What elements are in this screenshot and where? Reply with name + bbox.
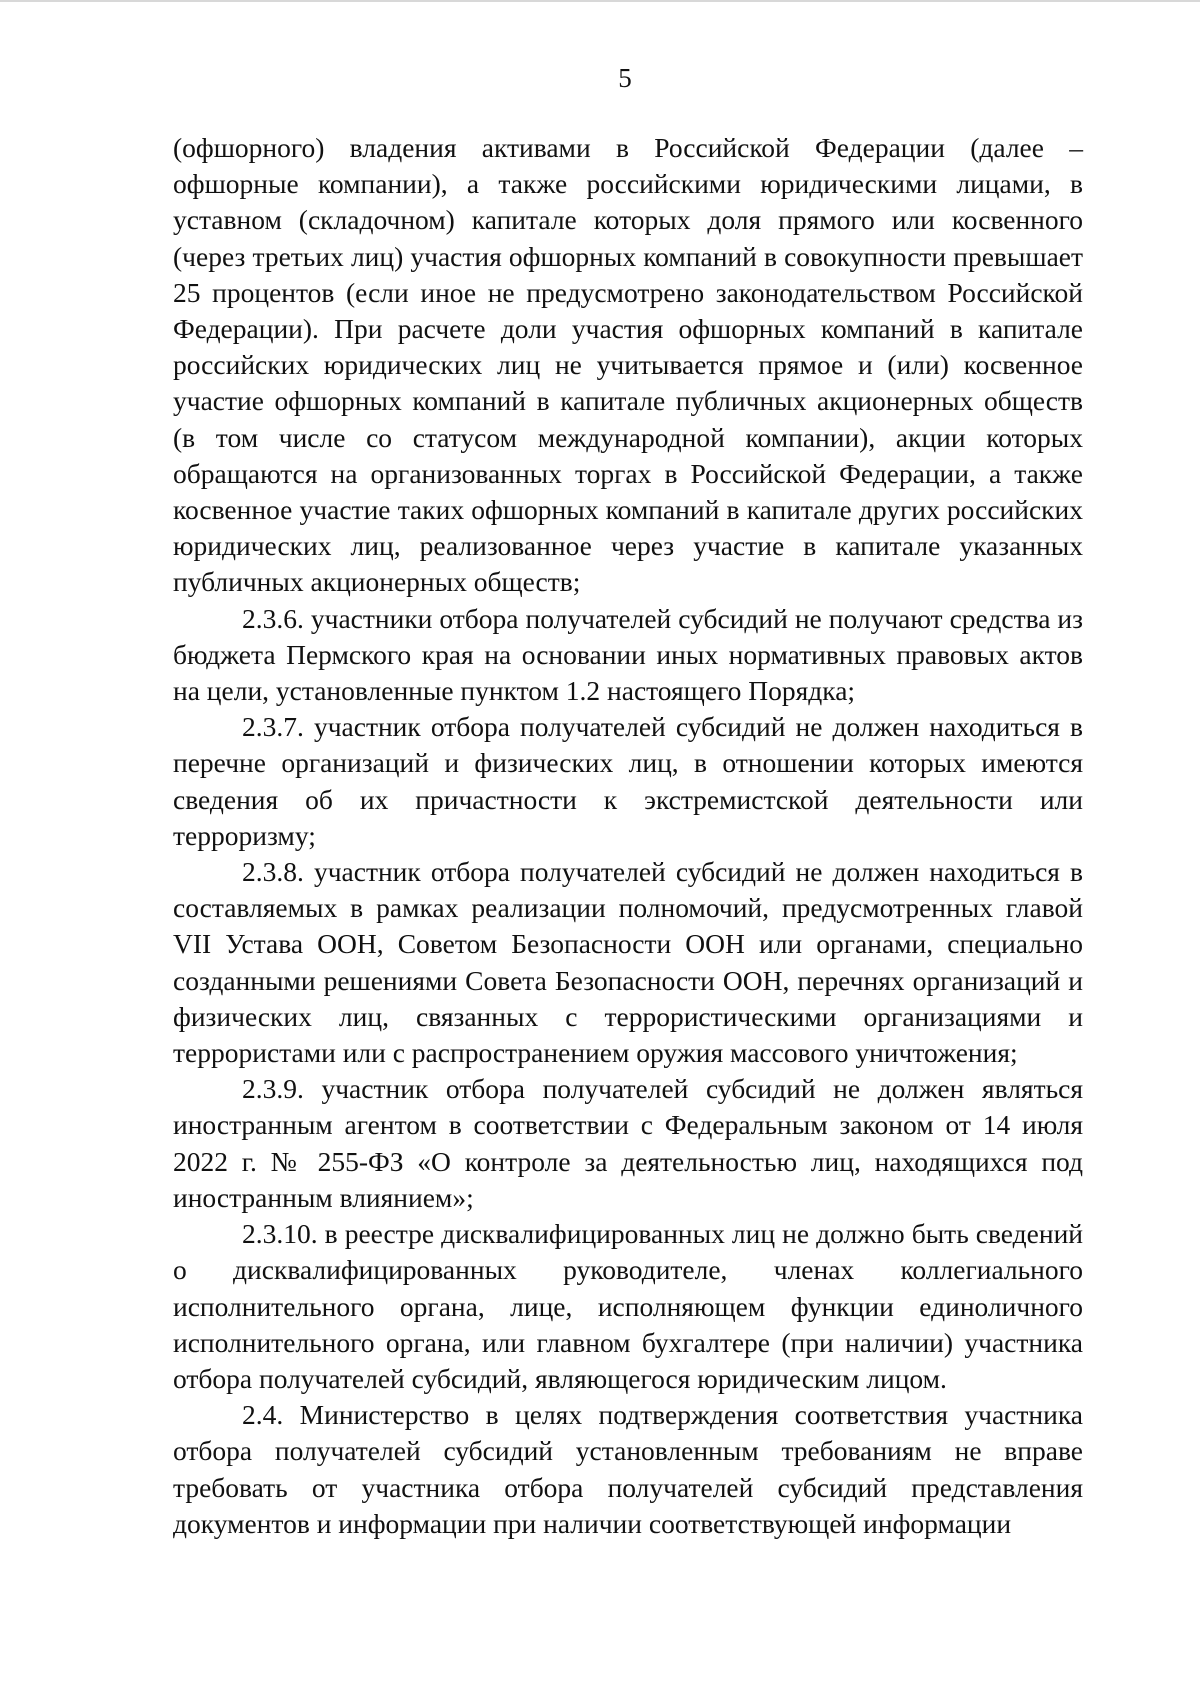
paragraph-continuation: (офшорного) владения активами в Российской Федерации (далее – офшорные компании), а также российскими юридическими лицами, в уставном (складочном) капитале которых доля прямого или косвенного (через третьих лиц) участия офшорных компаний в совокупности превышает 25 процентов (если иное не предусмотрено законодательством Российской Федерации). При расчете доли участия офшорных компаний в капитале российских юридических лиц не учитывается прямое и (или) косвенное участие офшорных компаний в капитале публичных акционерных обществ (в том числе со статусом международной компании), акции которых обращаются на организованных торгах в Российской Федерации, а также косвенное участие таких офшорных компаний в капитале других российских юридических лиц, реализованное через участие в капитале указанных публичных акционерных обществ; bbox=[173, 132, 1083, 598]
paragraph-2-3-6: 2.3.6. участники отбора получателей субсидий не получают средства из бюджета Пермского края на основании иных нормативных правовых актов на цели, установленные пунктом 1.2 настоящего Порядка; bbox=[173, 602, 1083, 707]
scan-edge bbox=[0, 0, 1200, 2]
page-number: 5 bbox=[618, 63, 632, 93]
document-body bbox=[173, 130, 1083, 1542]
paragraph-2-3-8: 2.3.8. участник отбора получателей субсидий не должен находиться в составляемых в рамках реализации полномочий, предусмотренных главой VII Устава ООН, Советом Безопасности ООН или органами, специально созданными решениями Совета Безопасности ООН, перечнях организаций и физических лиц, связанных с террористическими организациями и террористами или с распространением оружия массового уничтожения; bbox=[173, 856, 1083, 1069]
paragraph-2-4: 2.4. Министерство в целях подтверждения соответствия участника отбора получателей субсидий установленным требованиям не вправе требовать от участника отбора получателей субсидий представления документов и информации при наличии соответствующей информации bbox=[173, 1399, 1083, 1539]
paragraph-2-3-7: 2.3.7. участник отбора получателей субсидий не должен находиться в перечне организаций и физических лиц, в отношении которых имеются сведения об их причастности к экстремистской деятельности или терроризму; bbox=[173, 711, 1083, 851]
paragraph-2-3-10: 2.3.10. в реестре дисквалифицированных лиц не должно быть сведений о дисквалифицированных руководителе, членах коллегиального исполнительного органа, лице, исполняющем функции единоличного исполнительного органа, или главном бухгалтере (при наличии) участника отбора получателей субсидий, являющегося юридическим лицом. bbox=[173, 1218, 1083, 1394]
paragraph-2-3-9: 2.3.9. участник отбора получателей субсидий не должен являться иностранным агентом в соответствии с Федеральным законом от 14 июля 2022 г. № 255-ФЗ «О контроле за деятельностью лиц, находящихся под иностранным влиянием»; bbox=[173, 1073, 1083, 1213]
